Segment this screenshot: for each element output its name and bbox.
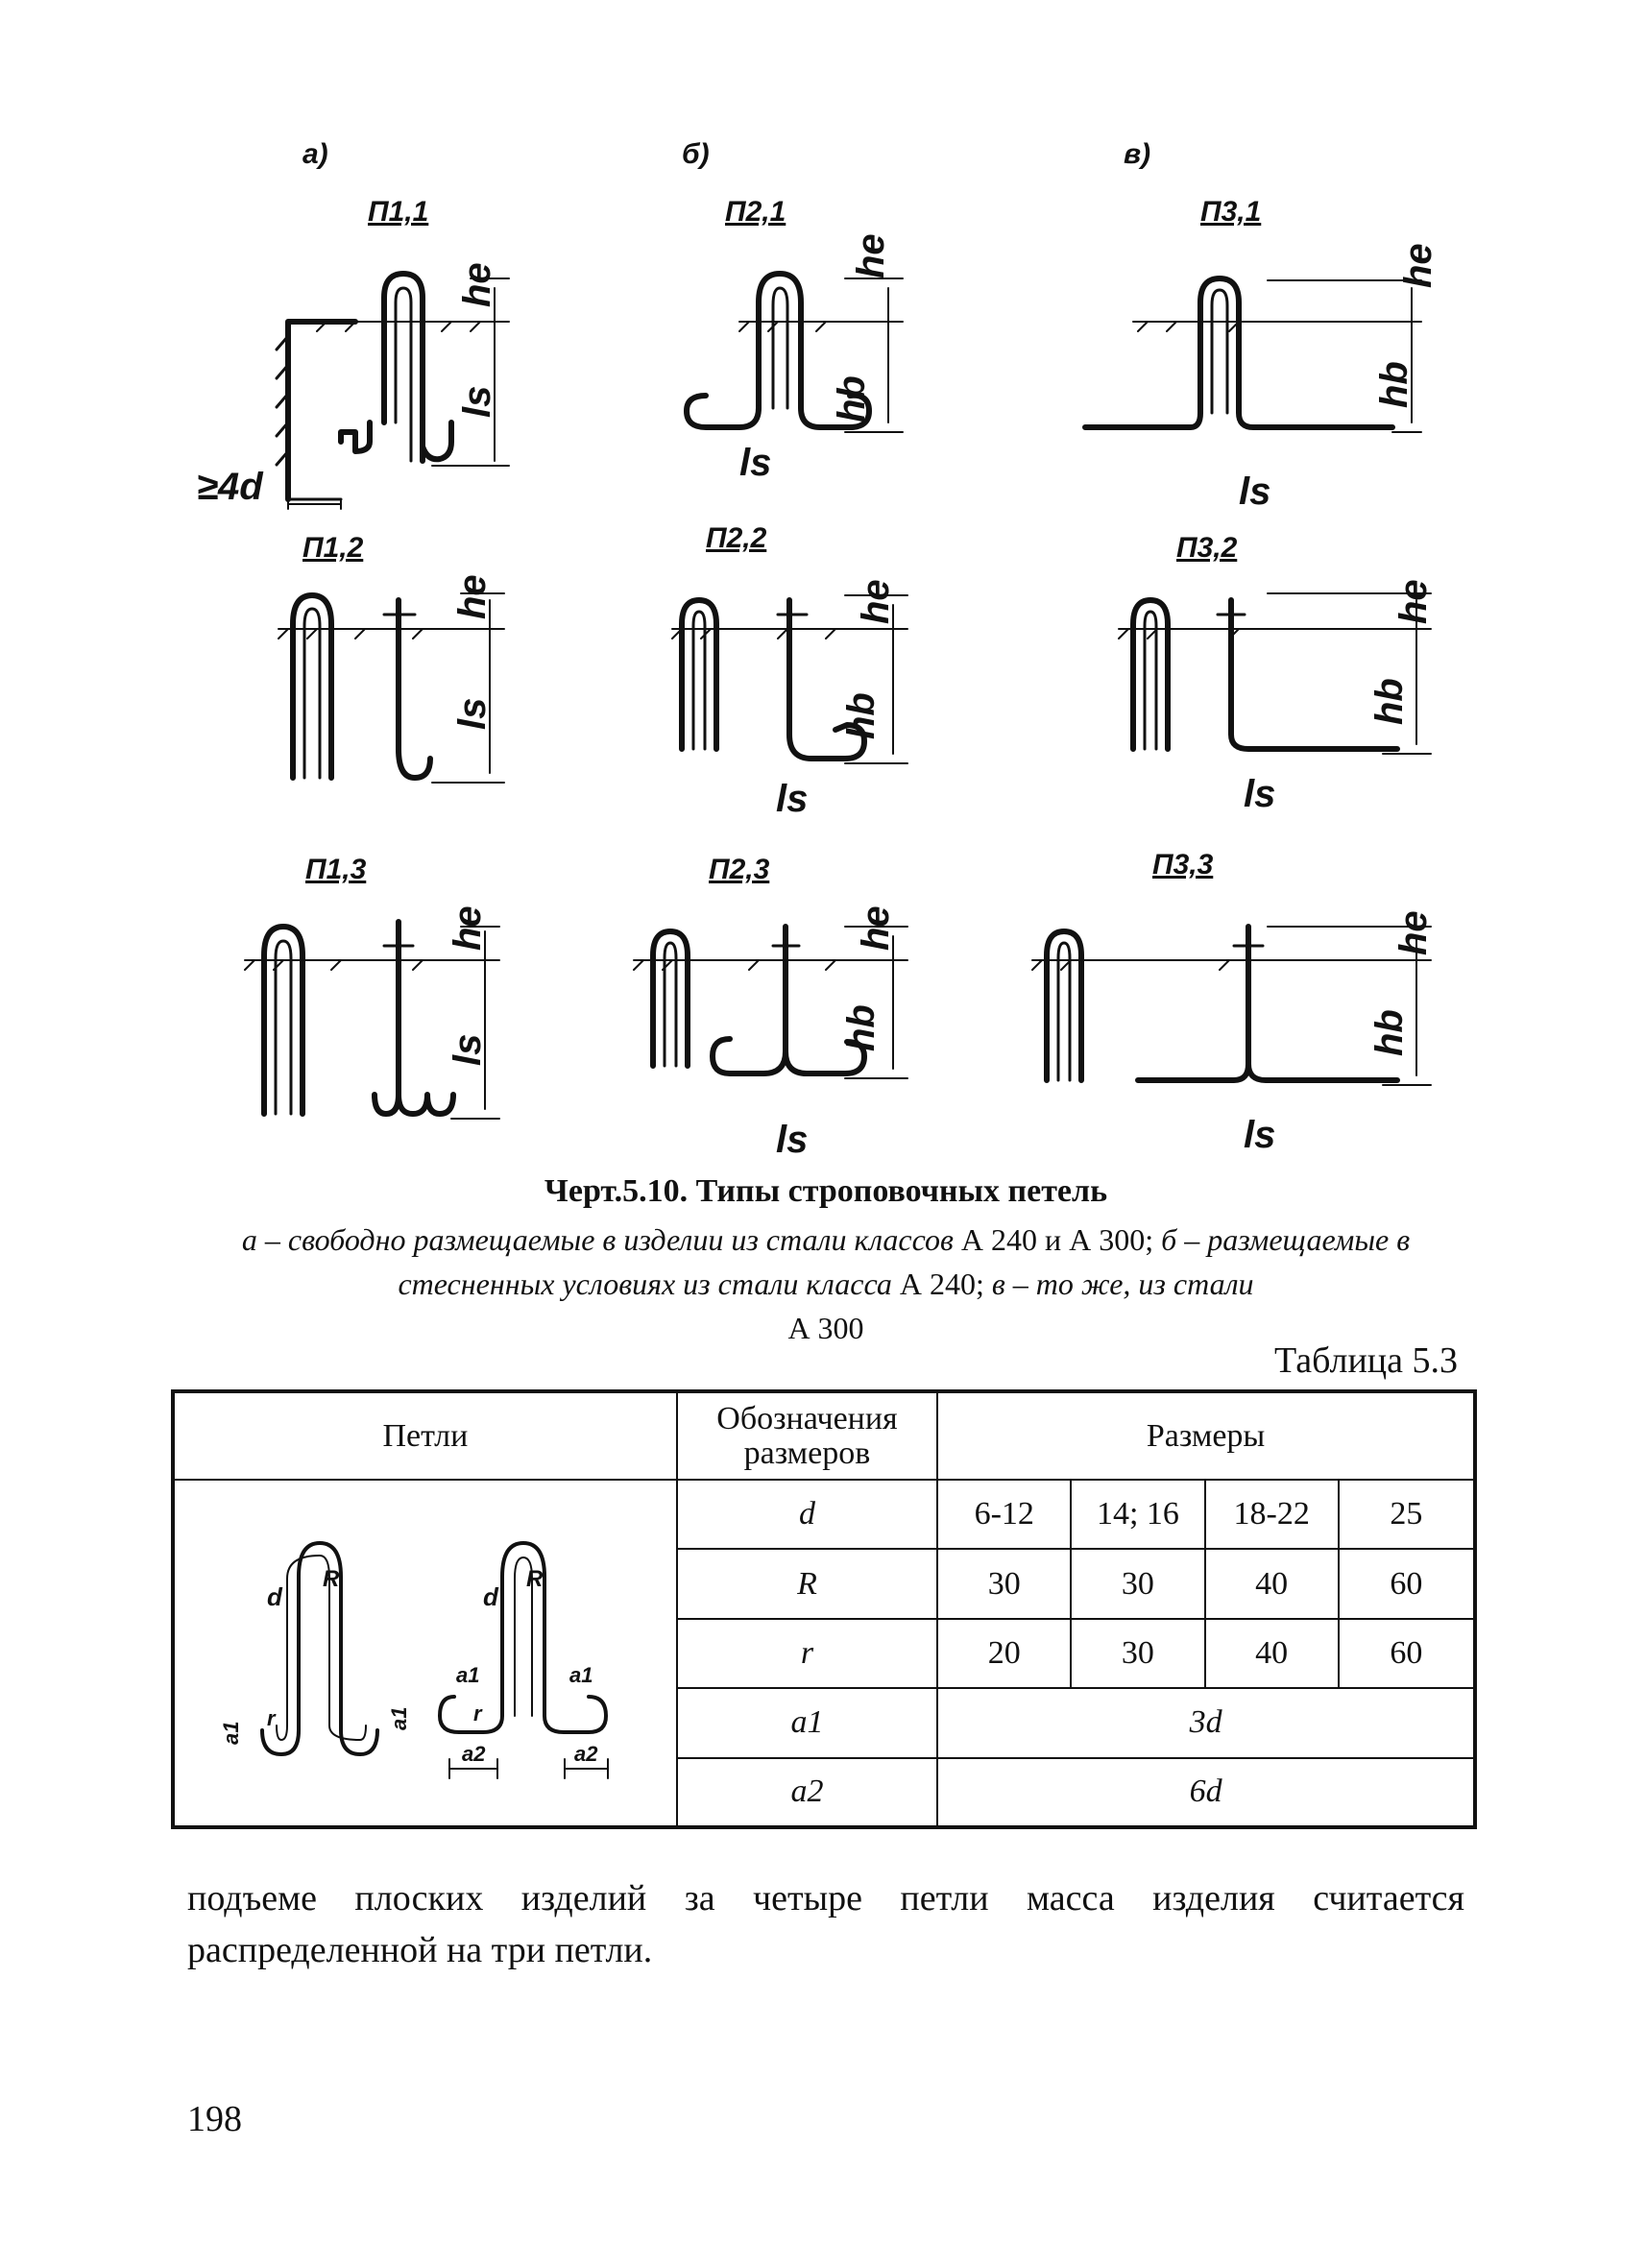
cell-r-1: 20 [937,1619,1071,1688]
dim-he-p3-2: he [1392,579,1435,624]
cell-d-4: 25 [1339,1480,1475,1549]
cell-R-1: 30 [937,1549,1071,1618]
dim-hb-p3-1: hb [1373,361,1415,408]
sketch-label-r2: r [472,1701,482,1725]
dim-he-p1-3: he [447,905,489,951]
sketch-label-R2: R [525,1566,544,1592]
header-designations: Обозначения размеров [677,1391,937,1480]
sketch-label-a1-dbl-right: a1 [568,1663,593,1687]
loop-p3-2 [1119,593,1431,754]
cell-d-3: 18-22 [1205,1480,1339,1549]
figure-caption-description [173,1218,1479,1350]
cell-R-4: 60 [1339,1549,1475,1618]
column-label-c: в) [1124,138,1151,170]
loop-label-p1-3: П1,3 [305,854,367,885]
dim-ls-p1-1: ls [456,385,498,418]
cell-a2-merged: 6d [937,1758,1475,1827]
loop-p1-2 [278,593,504,783]
loop-sketch-cell [173,1480,677,1827]
dim-he-p2-3: he [855,905,897,951]
sketch-label-a1-left: a1 [218,1721,243,1745]
dim-hb-p2-3: hb [840,1004,883,1051]
caption-part-b-grade: А 240; [899,1267,984,1301]
caption-part-a: а – свободно размещаемые в изделии из стали классов [241,1222,954,1257]
caption-part-a-grade: А 240 и А 300; [960,1222,1154,1257]
dim-he-p3-3: he [1392,910,1435,955]
loop-label-p1-1: П1,1 [368,196,429,228]
sketch-label-d1: d [266,1582,282,1611]
table-label: Таблица 5.3 [1273,1340,1458,1381]
sketch-label-a2-right: a2 [573,1742,598,1766]
cell-a1-merged: 3d [937,1688,1475,1757]
sketch-label-R1: R [322,1566,340,1592]
cell-d-1: 6-12 [937,1480,1071,1549]
loop-p3-3 [1032,927,1431,1085]
loop-label-p2-1: П2,1 [725,196,786,228]
dim-ls-p3-3: ls [1244,1114,1276,1156]
sketch-label-r1: r [266,1706,276,1730]
cell-r-4: 60 [1339,1619,1475,1688]
figure-caption-title: Черт.5.10. Типы строповочных петель [544,1173,1108,1209]
loop-sketch [185,1481,665,1817]
caption-part-c-grade: А 300 [787,1311,864,1345]
sketch-label-d2: d [482,1582,498,1611]
dim-ls-p2-2: ls [776,778,809,820]
symbol-r: r [677,1619,937,1688]
loop-label-p3-2: П3,2 [1176,532,1238,564]
dim-ls-p3-2: ls [1244,773,1276,815]
dim-ls-p1-2: ls [451,697,494,730]
dim-he-p1-1: he [456,262,498,307]
sketch-label-a1-right: a1 [386,1706,411,1730]
header-sizes: Размеры [937,1391,1475,1480]
dim-ls-p3-1: ls [1239,470,1271,513]
dim-ls-p1-3: ls [447,1033,489,1066]
loop-label-p1-2: П1,2 [302,532,364,564]
loop-label-p3-1: П3,1 [1200,196,1262,228]
dim-ls-p2-3: ls [776,1119,809,1161]
sketch-label-a1-dbl-left: a1 [455,1663,480,1687]
cell-r-2: 30 [1071,1619,1204,1688]
symbol-d: d [677,1480,937,1549]
dim-ls-p2-1: ls [739,442,772,484]
loop-dimensions-table [171,1389,1477,1829]
table-header-row [173,1391,1475,1480]
cell-r-3: 40 [1205,1619,1339,1688]
cell-d-2: 14; 16 [1071,1480,1204,1549]
symbol-a2: a2 [677,1758,937,1827]
loop-label-p3-3: П3,3 [1152,849,1214,881]
header-loops: Петли [173,1391,677,1480]
loop-p3-1 [1085,278,1421,432]
dim-hb-p3-2: hb [1368,678,1411,725]
dim-he-p3-1: he [1397,243,1439,288]
column-label-a: а) [302,138,328,170]
dim-hb-p2-1: hb [831,375,873,422]
column-label-b: б) [682,138,710,170]
dim-hb-p3-3: hb [1368,1009,1411,1056]
symbol-a1: a1 [677,1688,937,1757]
dim-he-p2-1: he [850,233,892,278]
loop-label-p2-2: П2,2 [706,522,767,554]
dim-he-p1-2: he [451,574,494,619]
symbol-R: R [677,1549,937,1618]
body-paragraph: подъеме плоских изделий за четыре петли масса изделия считается распределенной на три петли. [187,1878,1464,1970]
cell-R-3: 40 [1205,1549,1339,1618]
loop-label-p2-3: П2,3 [709,854,770,885]
caption-part-c: в – то же, из стали [991,1267,1254,1301]
page-number: 198 [187,2099,242,2139]
dim-he-p2-2: he [855,579,897,624]
dim-hb-p2-2: hb [840,692,883,739]
sketch-label-a2-left: a2 [461,1742,486,1766]
table-row-d [173,1480,1475,1549]
cell-R-2: 30 [1071,1549,1204,1618]
caption-part-b: б – размещаемые в стесненных условиях из стали класса [398,1222,1411,1301]
dim-min-p1-1: ≥4d [197,466,263,508]
